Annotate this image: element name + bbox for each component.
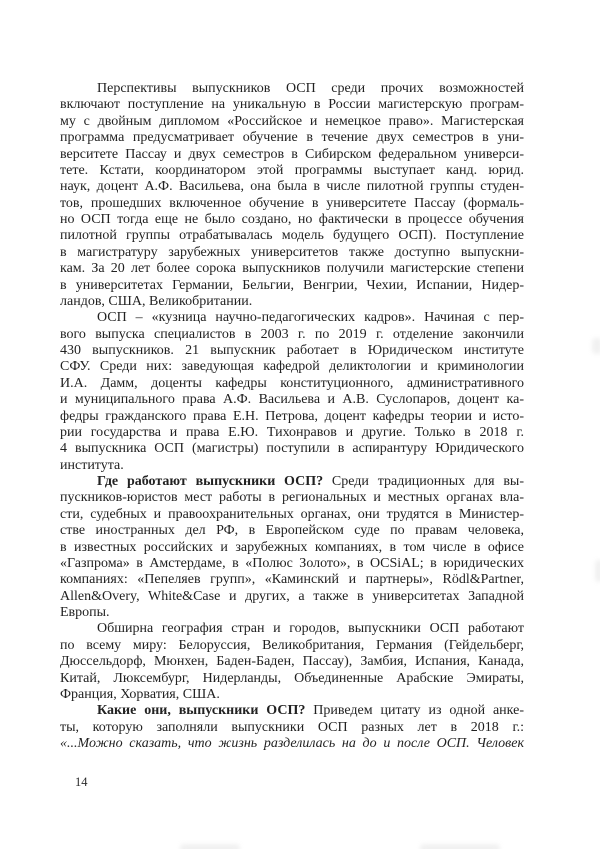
text-line bbox=[60, 327, 524, 343]
text-segment: и муниципального права А.Ф. Васильева и А.В. Суслопаров, доцент ка- bbox=[60, 392, 524, 408]
text-line bbox=[60, 343, 524, 359]
text-segment: Перспективы выпускников ОСП среди прочих возможностей bbox=[97, 81, 524, 96]
text-line bbox=[60, 654, 524, 670]
text-segment: 430 выпускников. 21 выпускник работает в Юридическом институте bbox=[60, 343, 524, 358]
text-line bbox=[60, 359, 524, 375]
text-segment: наук, доцент А.Ф. Васильева, она была в числе пилотной группы студен- bbox=[60, 179, 524, 195]
text-line bbox=[60, 572, 524, 588]
text-segment: но ОСП тогда еще не было создано, но фактически в процессе обучения bbox=[60, 212, 524, 227]
text-segment: верситете Пассау и двух семестров в Сибирском федеральном универси- bbox=[60, 146, 524, 162]
text-segment: по всему миру: Белоруссия, Великобритания, Германия (Гейдельберг, bbox=[60, 637, 524, 653]
text-line bbox=[60, 556, 524, 572]
text-line bbox=[60, 589, 524, 605]
text-line bbox=[60, 720, 524, 736]
text-segment: компаниях: «Пепеляев групп», «Каминский и партнеры», Rödl&Partner, bbox=[60, 572, 524, 588]
quote-text: «...Можно сказать, что жизнь разделилась на до и после ОСП. Человек bbox=[60, 736, 524, 751]
text-line bbox=[60, 671, 524, 687]
text-line bbox=[60, 458, 524, 474]
text-line bbox=[60, 147, 524, 163]
text-segment: Франция, Хорватия, США. bbox=[60, 686, 220, 702]
text-line bbox=[60, 507, 524, 523]
text-line bbox=[60, 736, 524, 752]
paragraph bbox=[60, 703, 524, 752]
text-segment: Обширна география стран и городов, выпускники ОСП работают bbox=[97, 621, 524, 637]
text-segment: Китай, Люксембург, Нидерланды, Объединенные Арабские Эмираты, bbox=[60, 670, 524, 686]
text-line bbox=[60, 638, 524, 654]
text-line bbox=[60, 409, 524, 425]
text-line bbox=[60, 523, 524, 539]
text-line bbox=[60, 425, 524, 441]
text-segment: тете. Кстати, координатором этой программы выступает канд. юрид. bbox=[60, 162, 524, 178]
text-line bbox=[60, 441, 524, 457]
scan-artifact bbox=[180, 844, 240, 849]
text-segment: тов, прошедших включенное обучение в университете Пассау (формаль- bbox=[60, 195, 524, 211]
text-line bbox=[60, 310, 524, 326]
scan-artifact bbox=[420, 844, 500, 849]
text-segment: включают поступление на уникальную в России магистерскую програм- bbox=[60, 97, 524, 113]
scan-artifact bbox=[595, 560, 600, 582]
text-segment: пилотной группы отрабатывалась модель будущего ОСП). Поступление bbox=[60, 228, 524, 244]
text-line bbox=[60, 130, 524, 146]
text-segment: в известных российских и зарубежных компаниях, в том числе в офисе bbox=[60, 539, 524, 555]
text-segment: программа предусматривает обучение в течение двух семестров в уни- bbox=[60, 130, 524, 146]
paragraph bbox=[60, 310, 524, 474]
text-segment: ОСП – «кузница научно-педагогических кадров». Начиная с пер- bbox=[97, 310, 524, 326]
text-segment: сти, судебных и правоохранительных органах, они трудятся в Министер- bbox=[60, 506, 524, 522]
text-segment: СФУ. Среди них: заведующая кафедрой деликтологии и криминологии bbox=[60, 359, 524, 375]
text-line bbox=[60, 621, 524, 637]
text-line bbox=[60, 163, 524, 179]
paragraph bbox=[60, 621, 524, 703]
text-segment: в магистратуру зарубежных университетов также доступно выпускни- bbox=[60, 244, 524, 260]
text-line bbox=[60, 212, 524, 228]
text-segment: 4 выпускника ОСП (магистры) поступили в аспирантуру Юридического bbox=[60, 441, 524, 457]
paragraph bbox=[60, 474, 524, 621]
text-line bbox=[60, 294, 524, 310]
text-line bbox=[60, 245, 524, 261]
text-line bbox=[60, 228, 524, 244]
text-line bbox=[60, 703, 524, 719]
text-line bbox=[60, 687, 524, 703]
text-segment: федры гражданского права Е.Н. Петрова, доцент кафедры теории и исто- bbox=[60, 408, 524, 424]
text-line bbox=[60, 490, 524, 506]
text-segment: Приведем цитату из одной анке- bbox=[305, 703, 524, 719]
text-segment: Среди традиционных для вы- bbox=[323, 474, 524, 489]
text-segment: И.А. Дамм, доценты кафедры конституционного, административного bbox=[60, 375, 524, 391]
text-segment: «Газпрома» в Амстердаме, в «Полюс Золото», в OCSiAL; в юридических bbox=[60, 555, 524, 571]
text-segment: ландов, США, Великобритании. bbox=[60, 293, 253, 309]
text-line bbox=[60, 179, 524, 195]
text-segment: вого выпуска специалистов в 2003 г. по 2019 г. отделение закончили bbox=[60, 326, 524, 342]
text-segment: рии государства и права Е.Ю. Тихонравов и другие. Только в 2018 г. bbox=[60, 424, 524, 440]
run-in-heading: Какие они, выпускники ОСП? bbox=[97, 703, 306, 719]
page-number: 14 bbox=[75, 775, 88, 789]
text-segment: Европы. bbox=[60, 605, 110, 620]
run-in-heading: Где работают выпускники ОСП? bbox=[97, 474, 324, 489]
paragraph bbox=[60, 81, 524, 310]
text-line bbox=[60, 114, 524, 130]
text-line bbox=[60, 261, 524, 277]
text-line bbox=[60, 196, 524, 212]
text-segment: Allen&Overy, White&Case и других, а также в университетах Западной bbox=[60, 588, 524, 604]
text-line bbox=[60, 278, 524, 294]
text-line bbox=[60, 97, 524, 113]
text-line bbox=[60, 474, 524, 490]
text-segment: кам. За 20 лет более сорока выпускников получили магистерские степени bbox=[60, 261, 524, 277]
text-line bbox=[60, 81, 524, 97]
text-line bbox=[60, 392, 524, 408]
text-segment: ты, которую заполняли выпускники ОСП разных лет в 2018 г.: bbox=[60, 719, 524, 735]
text-segment: в университетах Германии, Бельгии, Венгрии, Чехии, Испании, Нидер- bbox=[60, 277, 524, 293]
text-line bbox=[60, 376, 524, 392]
text-segment: Дюссельдорф, Мюнхен, Баден-Баден, Пассау), Замбия, Испания, Канада, bbox=[60, 654, 524, 670]
text-line bbox=[60, 605, 524, 621]
text-segment: стве иностранных дел РФ, в Европейском суде по правам человека, bbox=[60, 523, 524, 539]
scan-artifact bbox=[592, 338, 600, 354]
text-segment: пускников-юристов мест работы в региональных и местных органах вла- bbox=[60, 490, 524, 506]
text-segment: му с двойным дипломом «Российское и немецкое право». Магистерская bbox=[60, 113, 524, 129]
text-line bbox=[60, 540, 524, 556]
text-segment: института. bbox=[60, 457, 124, 473]
page-text bbox=[60, 81, 524, 752]
